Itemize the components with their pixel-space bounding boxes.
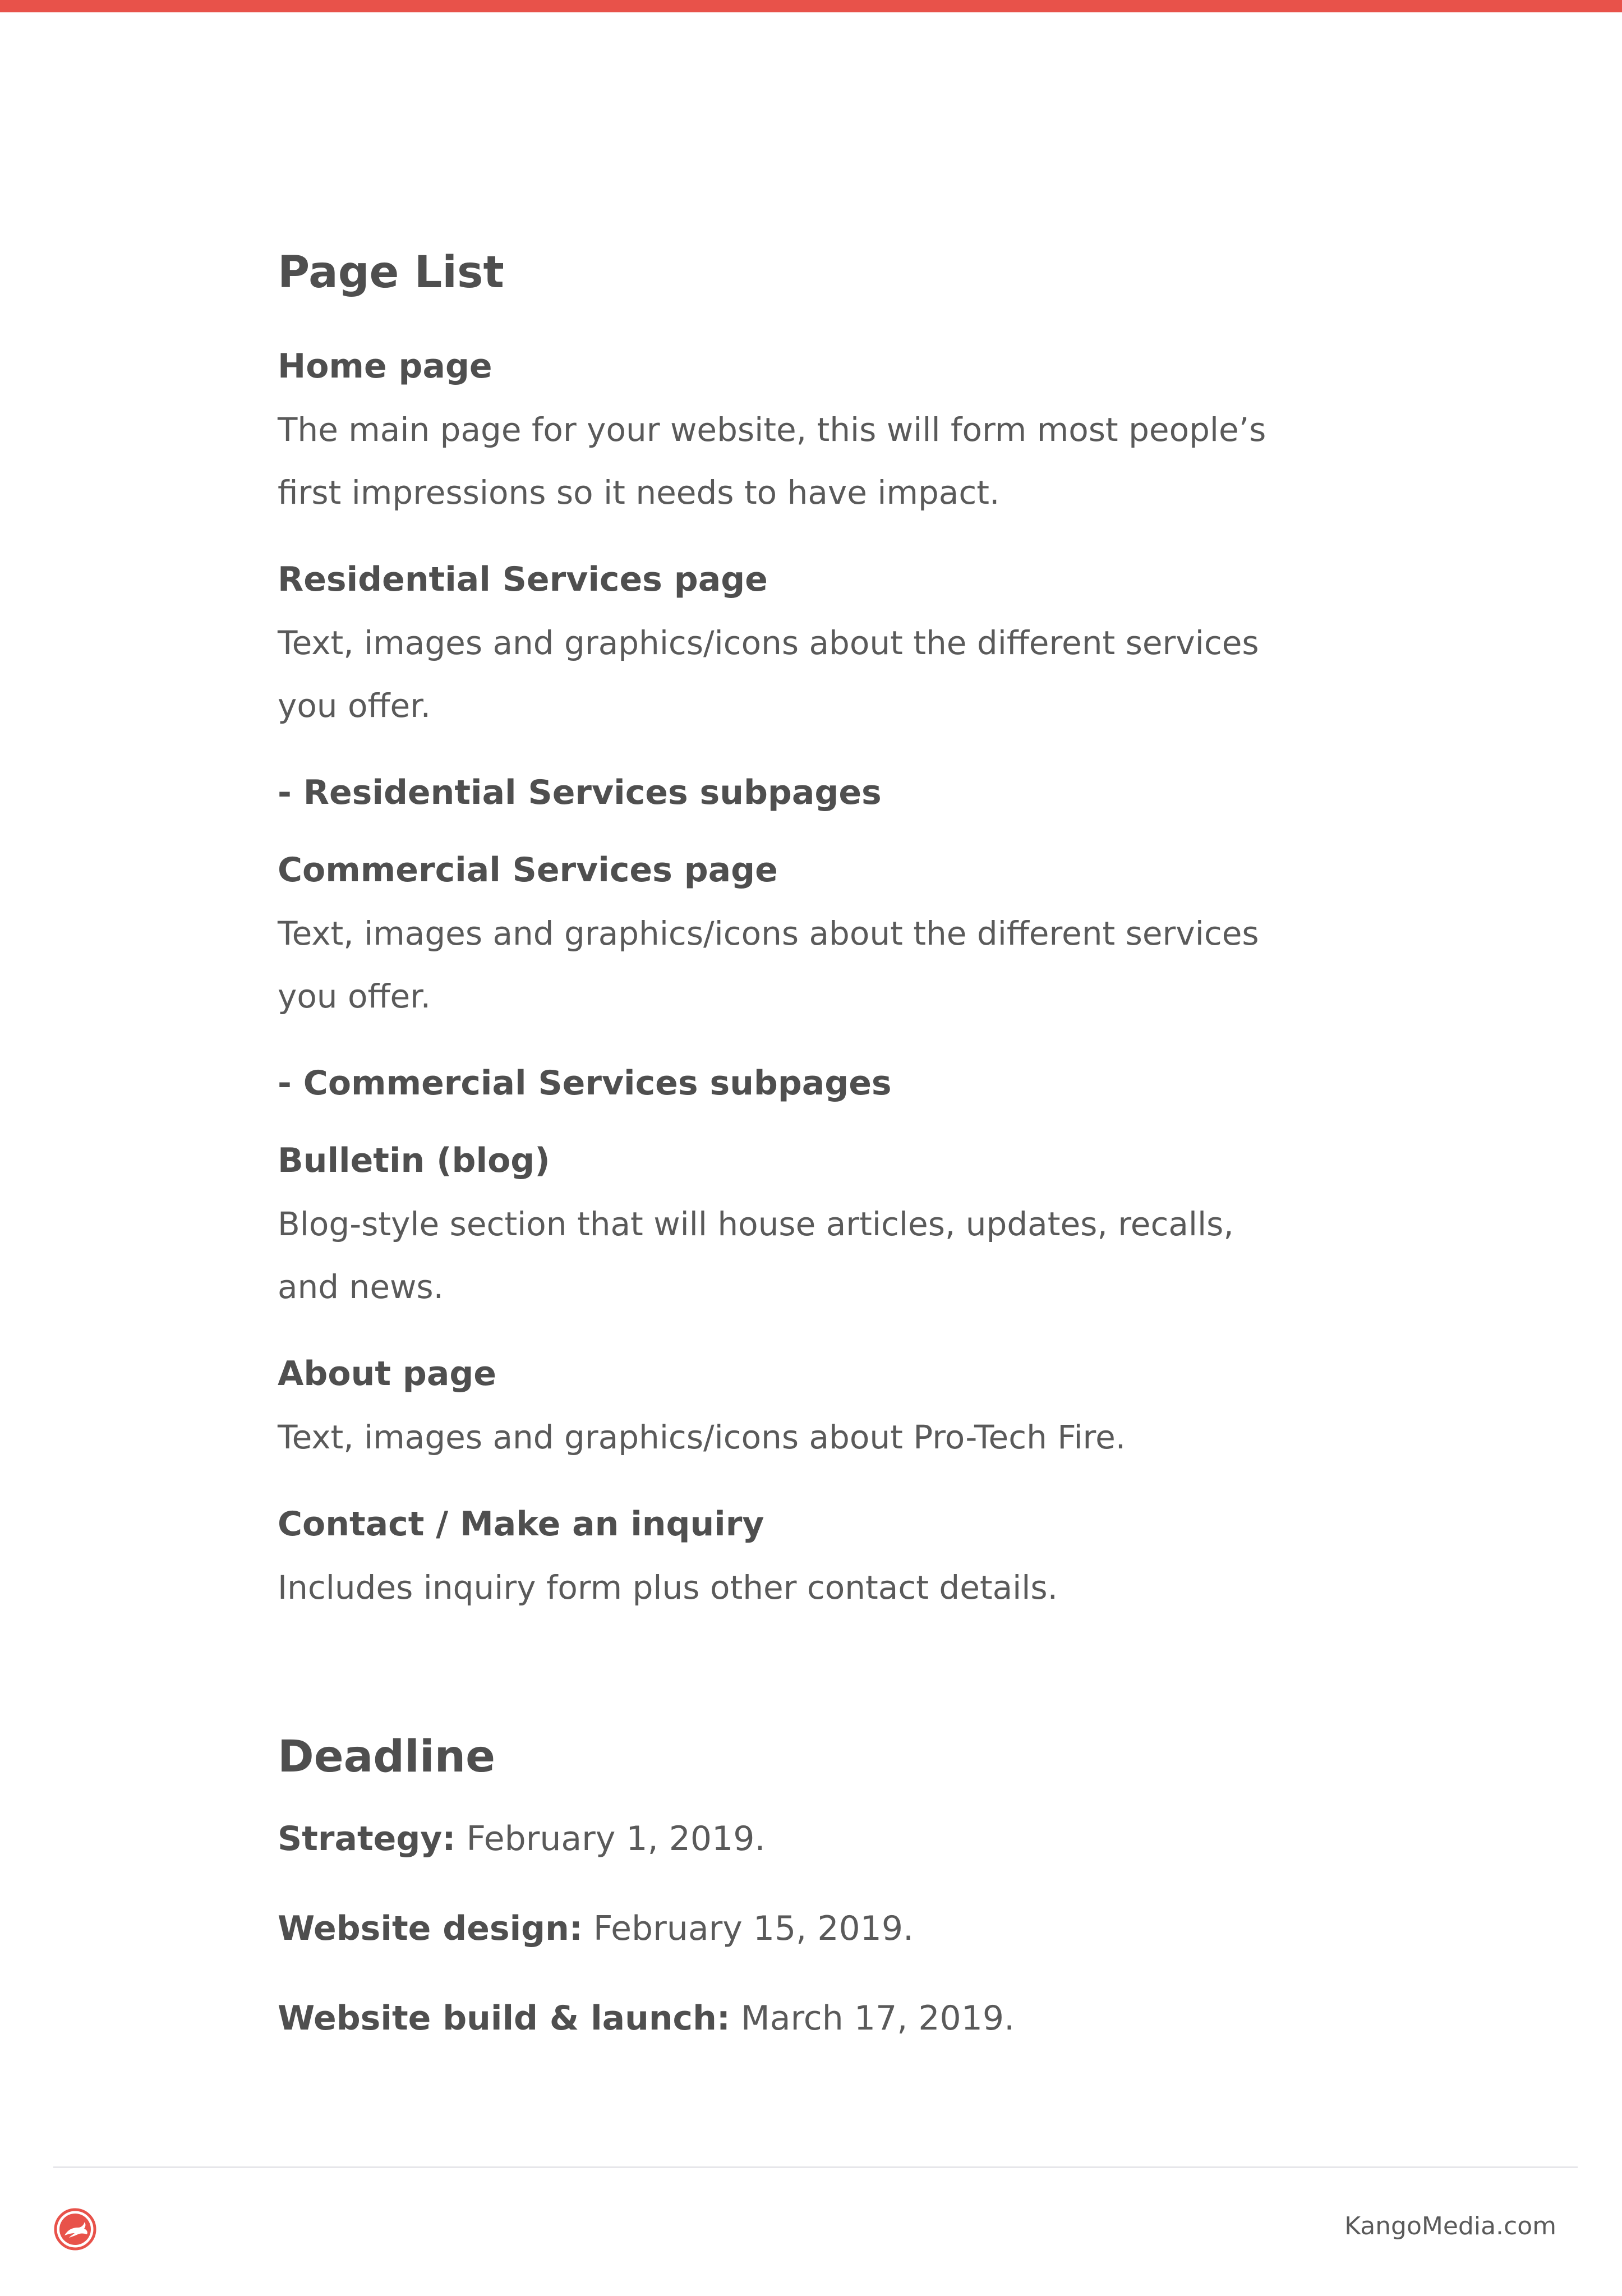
deadline-value: March 17, 2019.: [740, 1999, 1015, 2039]
list-item: [278, 771, 1399, 815]
deadline-row-strategy: [278, 1817, 1399, 1861]
item-heading-residential-subpages: - Residential Services subpages: [278, 772, 882, 812]
top-accent-bar: [0, 0, 1622, 12]
document-content: [278, 247, 1399, 2086]
logo-graphic: [53, 2207, 97, 2251]
item-description: Blog-style section that will house articles, updates, recalls, and news.: [278, 1204, 1234, 1306]
item-heading-residential: Residential Services page: [278, 559, 768, 599]
item-heading-commercial-subpages: - Commercial Services subpages: [278, 1063, 892, 1103]
list-item: [278, 1061, 1399, 1105]
deadline-label: Strategy:: [278, 1819, 456, 1859]
item-heading-about: About page: [278, 1354, 496, 1393]
deadline-row-build-launch: [278, 1996, 1399, 2040]
deadline-value: February 15, 2019.: [593, 1909, 914, 1949]
footer-divider: [53, 2166, 1578, 2168]
list-item: [278, 1352, 1399, 1469]
list-item: [278, 344, 1399, 524]
page-list-title: Page List: [278, 247, 504, 298]
item-description: Text, images and graphics/icons about the different services you offer.: [278, 914, 1259, 1015]
item-heading-home: Home page: [278, 346, 492, 386]
item-description: The main page for your website, this will form most people’s first impressions so it needs to have impact.: [278, 410, 1266, 512]
item-description: Text, images and graphics/icons about Pro-Tech Fire.: [278, 1418, 1126, 1456]
list-item: [278, 1139, 1399, 1318]
deadline-value: February 1, 2019.: [466, 1819, 766, 1859]
list-item: [278, 558, 1399, 737]
deadline-label: Website design:: [278, 1909, 583, 1949]
item-heading-contact: Contact / Make an inquiry: [278, 1504, 764, 1544]
deadline-row-design: [278, 1907, 1399, 1950]
list-item: [278, 848, 1399, 1028]
deadline-label: Website build & launch:: [278, 1999, 730, 2039]
deadline-title: Deadline: [278, 1731, 496, 1782]
footer-site-link[interactable]: KangoMedia.com: [1344, 2212, 1556, 2240]
item-description: Text, images and graphics/icons about the different services you offer.: [278, 623, 1259, 725]
list-item: [278, 1502, 1399, 1619]
kangaroo-logo-icon: [53, 2207, 97, 2251]
item-heading-commercial: Commercial Services page: [278, 850, 778, 890]
item-description: Includes inquiry form plus other contact details.: [278, 1568, 1058, 1607]
item-heading-bulletin: Bulletin (blog): [278, 1140, 550, 1180]
